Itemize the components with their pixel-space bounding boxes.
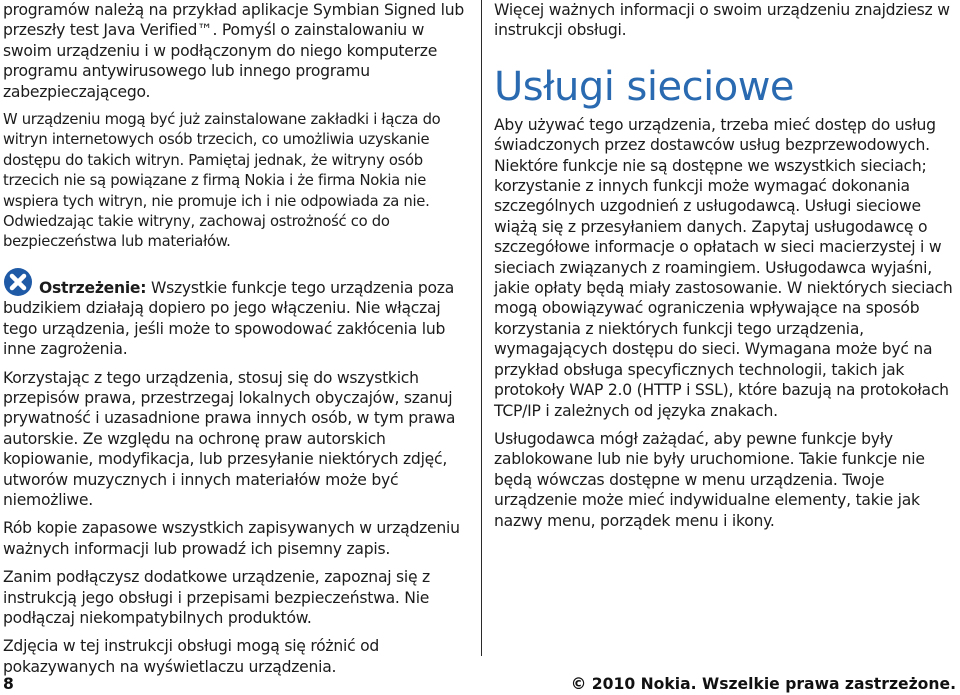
paragraph-third-party-sites: W urządzeniu mogą być już zainstalowane zakładki i łącza do witryn internetowych osób trzecich, co umożliwia uzyskanie dostępu do takich witryn. Pamiętaj jednak, że witryny osób trzecich nie są powiązane z firmą Nokia i że firma Nokia nie wspiera tych witryn, nie promuje ich i nie odpowiada za nie. Odwiedzając takie witryny, zachowaj ostrożność co do bezpieczeństwa lub materiałów. (3, 111, 441, 251)
paragraph-antivirus: programów należą na przykład aplikacje Symbian Signed lub przeszły test Java Verified™. Pomyśl o zainstalowaniu w swoim urządzeniu i w podłączonym do niego komputerze programu antywirusowego lub innego programu zabezpieczającego. (3, 1, 465, 101)
copyright-notice: © 2010 Nokia. Wszelkie prawa zastrzeżone. (570, 675, 956, 693)
page-number: 8 (3, 675, 14, 693)
column-divider (481, 0, 482, 656)
right-column (494, 0, 958, 531)
paragraph-blocked-features: Usługodawca mógł zażądać, aby pewne funkcje były zablokowane lub nie były uruchomione. Takie funkcje nie będą wówczas dostępne w menu urządzenia. Twoje urządzenie może mieć indywidualne elementy, takie jak nazwy menu, porządek menu i ikony. (494, 429, 925, 530)
section-heading-network-services: Usługi sieciowe (494, 63, 795, 110)
warning-text: Wszystkie funkcje tego urządzenia poza budzikiem działają dopiero po jego włączeniu. Nie włączaj tego urządzenia, jeśli może to spowodować zakłócenia lub inne zagrożenia. (3, 278, 455, 359)
paragraph-copyright-laws: Korzystając z tego urządzenia, stosuj się do wszystkich przepisów prawa, przestrzegaj lokalnych obyczajów, szanuj prywatność i uzasadnione prawa innych osób, w tym prawa autorskie. Ze względu na ochronę praw autorskich kopiowanie, modyfikacja, lub przesyłanie niektórych zdjęć, utworów muzycznych i innych materiałów może być niemożliwe. (3, 368, 456, 509)
paragraph-more-info: Więcej ważnych informacji o swoim urządzeniu znajdziesz w instrukcji obsługi. (494, 1, 950, 40)
left-column (3, 0, 469, 677)
paragraph-backup: Rób kopie zapasowe wszystkich zapisywanych w urządzeniu ważnych informacji lub prowadź ich pisemny zapis. (3, 519, 460, 558)
warning-note (3, 267, 469, 360)
warning-icon (3, 267, 33, 297)
paragraph-accessories: Zanim podłączysz dodatkowe urządzenie, zapoznaj się z instrukcją jego obsługi i przepisami bezpieczeństwa. Nie podłączaj niekompatybilnych produktów. (3, 568, 430, 627)
warning-label: Ostrzeżenie: (39, 278, 147, 297)
paragraph-network-services: Aby używać tego urządzenia, trzeba mieć dostęp do usług świadczonych przez dostawców usług bezprzewodowych. Niektóre funkcje nie są dostępne we wszystkich sieciach; korzystanie z innych funkcji może wymagać dokonania szczególnych uzgodnień z usługodawcą. Usługi sieciowe wiążą się z przesyłaniem danych. Zapytaj usługodawcę o szczegółowe informacje o opłatach w sieci macierzystej i w sieciach związanych z roamingiem. Usługodawca wyjaśni, jakie opłaty będą miały zastosowanie. W niektórych sieciach mogą obowiązywać ograniczenia wpływające na sposób korzystania z niektórych funkcji tego urządzenia, wymagających dostępu do sieci. Wymagana może być na przykład obsługa specyficznych technologii, takich jak protokoły WAP 2.0 (HTTP i SSL), które bazują na protokołach TCP/IP i zależnych od języka znakach. (494, 115, 953, 420)
paragraph-images: Zdjęcia w tej instrukcji obsługi mogą się różnić od pokazywanych na wyświetlaczu urządzenia. (3, 637, 380, 676)
